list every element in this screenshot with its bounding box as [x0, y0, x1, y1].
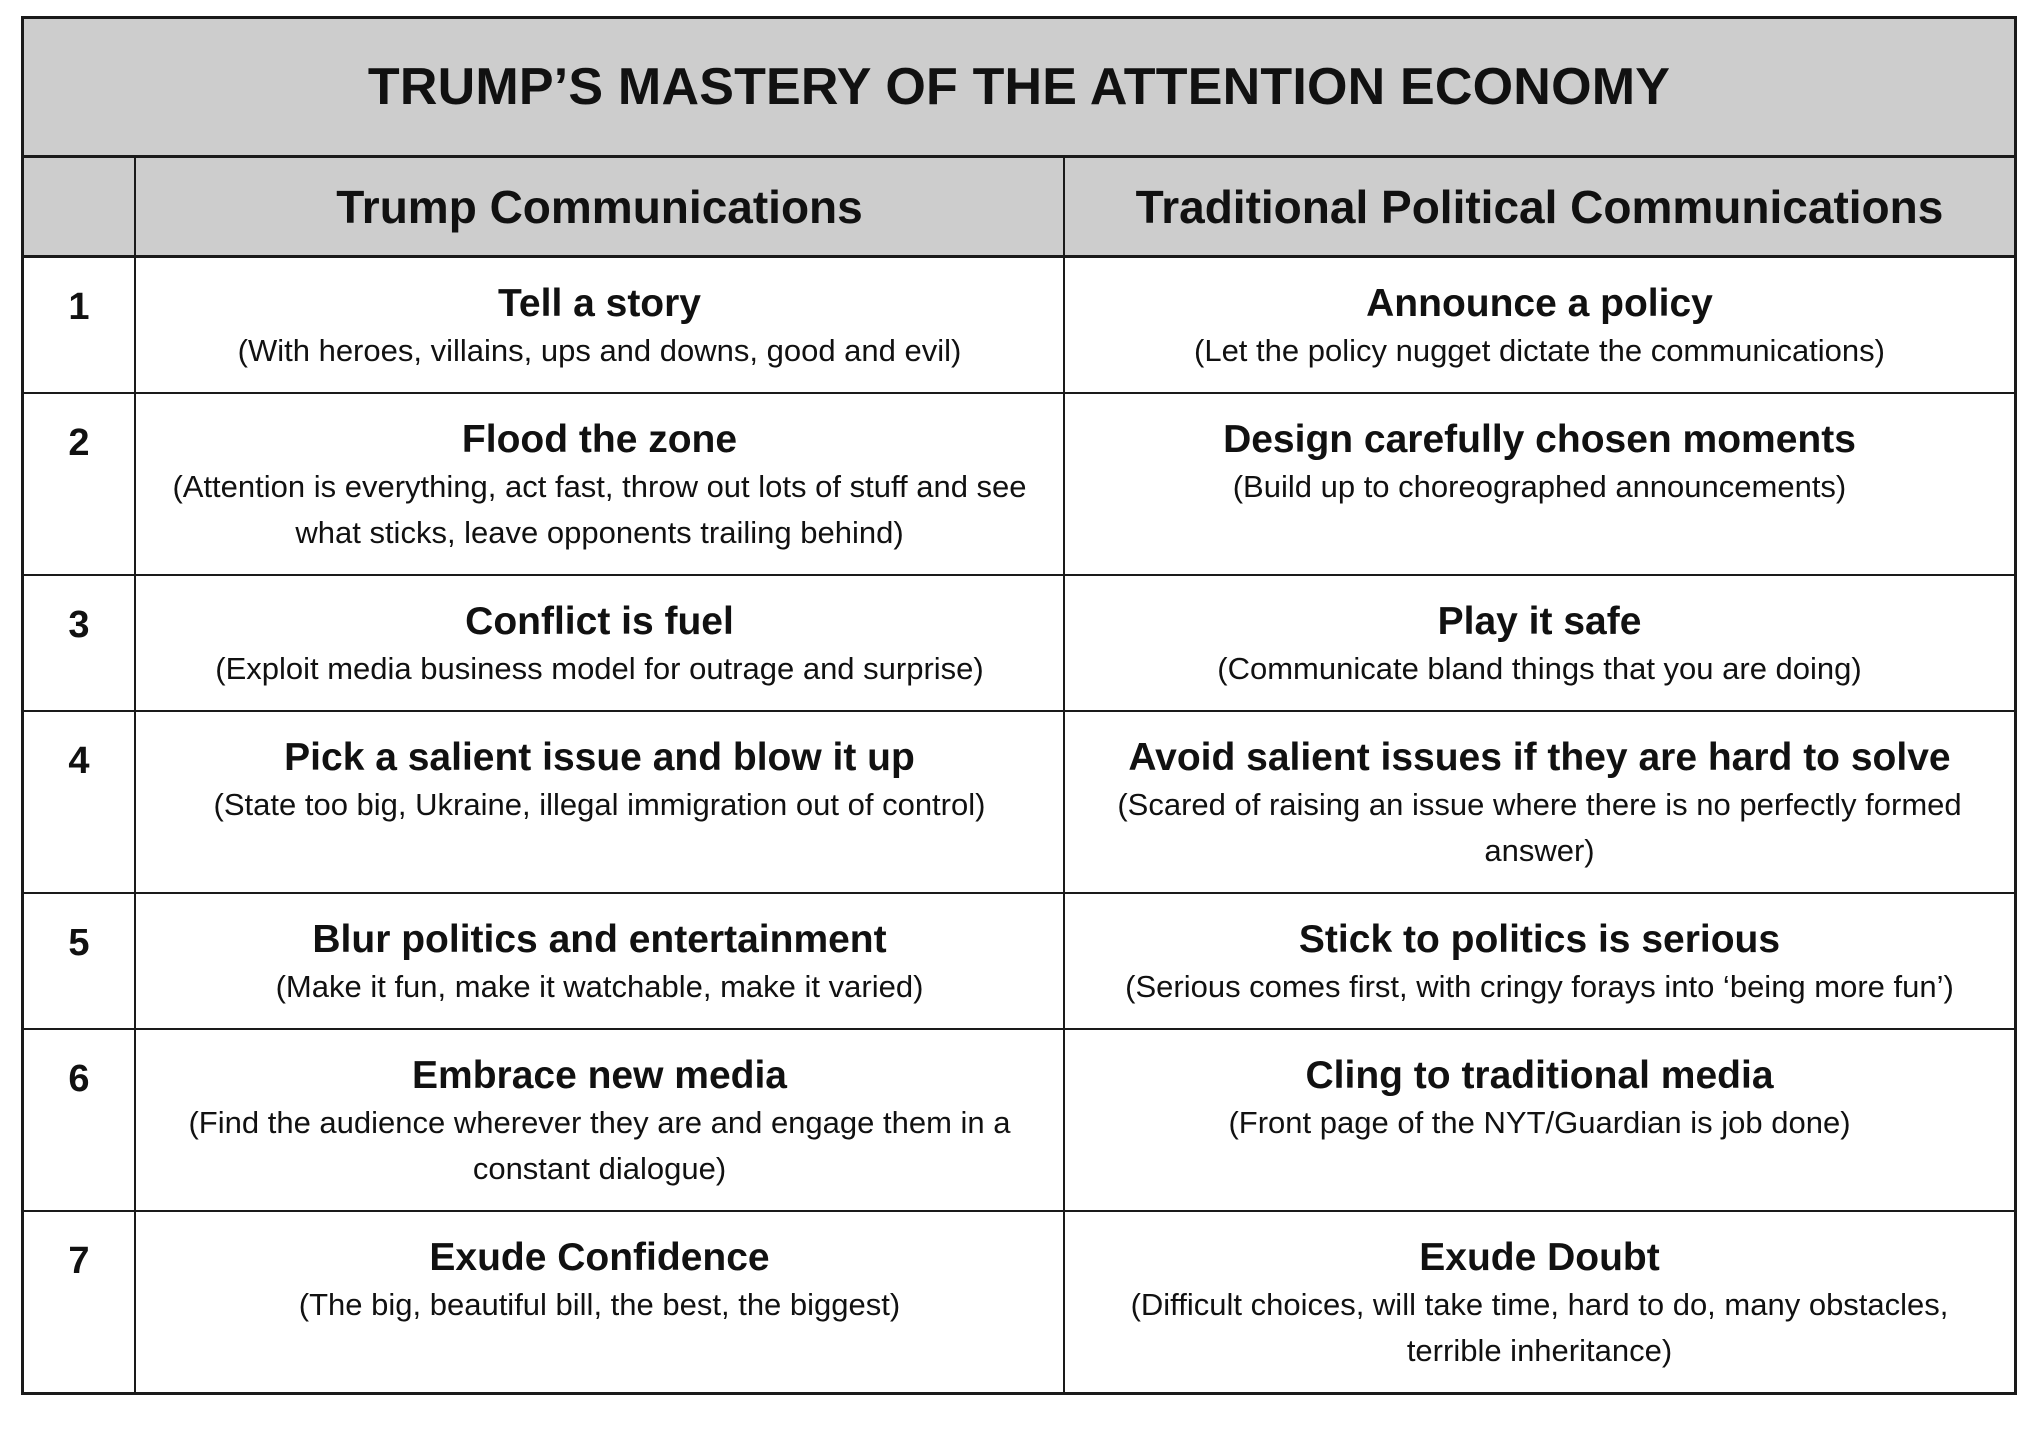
traditional-item-title: Announce a policy	[1366, 282, 1713, 325]
trump-item-title: Conflict is fuel	[465, 600, 734, 643]
traditional-item-subtitle: (Difficult choices, will take time, hard to do, many obstacles, terrible inheritance)	[1130, 1287, 1949, 1368]
trump-item-title: Flood the zone	[461, 418, 738, 461]
traditional-cell	[1065, 712, 2014, 894]
trump-item-subtitle: (State too big, Ukraine, illegal immigration out of control)	[213, 787, 986, 822]
trump-item-subtitle: (Attention is everything, act fast, throw out lots of stuff and see what sticks, leave opponents trailing behind)	[172, 469, 1027, 550]
trump-item-subtitle: (With heroes, villains, ups and downs, good and evil)	[237, 333, 962, 368]
traditional-item-subtitle: (Scared of raising an issue where there is no perfectly formed answer)	[1117, 787, 1962, 868]
traditional-item-title: Stick to politics is serious	[1298, 918, 1781, 961]
traditional-item-subtitle: (Serious comes first, with cringy forays into ‘being more fun’)	[1125, 969, 1954, 1004]
table-title: TRUMP’S MASTERY OF THE ATTENTION ECONOMY	[24, 19, 2014, 158]
column-header-traditional: Traditional Political Communications	[1065, 158, 2014, 258]
trump-item-title: Exude Confidence	[429, 1236, 770, 1279]
traditional-cell	[1065, 394, 2014, 576]
trump-item-title: Pick a salient issue and blow it up	[284, 736, 915, 779]
trump-cell	[136, 1030, 1065, 1212]
row-number: 7	[24, 1212, 136, 1392]
trump-item-subtitle: (Exploit media business model for outrage and surprise)	[215, 651, 984, 686]
trump-cell	[136, 576, 1065, 712]
traditional-item-title: Exude Doubt	[1419, 1236, 1660, 1279]
trump-cell	[136, 258, 1065, 394]
comparison-table	[21, 16, 2017, 1395]
row-number: 5	[24, 894, 136, 1030]
column-header-number	[24, 158, 136, 258]
traditional-item-title: Design carefully chosen moments	[1223, 418, 1856, 461]
trump-item-title: Blur politics and entertainment	[312, 918, 887, 961]
trump-cell	[136, 394, 1065, 576]
traditional-item-title: Cling to traditional media	[1305, 1054, 1774, 1097]
column-header-trump: Trump Communications	[136, 158, 1065, 258]
row-number: 1	[24, 258, 136, 394]
trump-item-title: Tell a story	[497, 282, 702, 325]
traditional-cell	[1065, 1212, 2014, 1392]
row-number: 2	[24, 394, 136, 576]
trump-item-title: Embrace new media	[412, 1054, 787, 1097]
traditional-cell	[1065, 576, 2014, 712]
trump-cell	[136, 1212, 1065, 1392]
traditional-cell	[1065, 1030, 2014, 1212]
row-number: 4	[24, 712, 136, 894]
row-number: 3	[24, 576, 136, 712]
trump-cell	[136, 712, 1065, 894]
traditional-cell	[1065, 894, 2014, 1030]
traditional-item-subtitle: (Build up to choreographed announcements)	[1232, 469, 1847, 504]
traditional-cell	[1065, 258, 2014, 394]
traditional-item-title: Avoid salient issues if they are hard to solve	[1128, 736, 1951, 779]
trump-item-subtitle: (The big, beautiful bill, the best, the biggest)	[298, 1287, 901, 1322]
trump-cell	[136, 894, 1065, 1030]
trump-item-subtitle: (Make it fun, make it watchable, make it varied)	[275, 969, 924, 1004]
trump-item-subtitle: (Find the audience wherever they are and engage them in a constant dialogue)	[188, 1105, 1011, 1186]
traditional-item-subtitle: (Let the policy nugget dictate the communications)	[1194, 333, 1885, 368]
traditional-item-subtitle: (Communicate bland things that you are doing)	[1217, 651, 1862, 686]
traditional-item-subtitle: (Front page of the NYT/Guardian is job done)	[1228, 1105, 1851, 1140]
row-number: 6	[24, 1030, 136, 1212]
traditional-item-title: Play it safe	[1437, 600, 1642, 643]
table-grid	[24, 158, 2014, 1392]
